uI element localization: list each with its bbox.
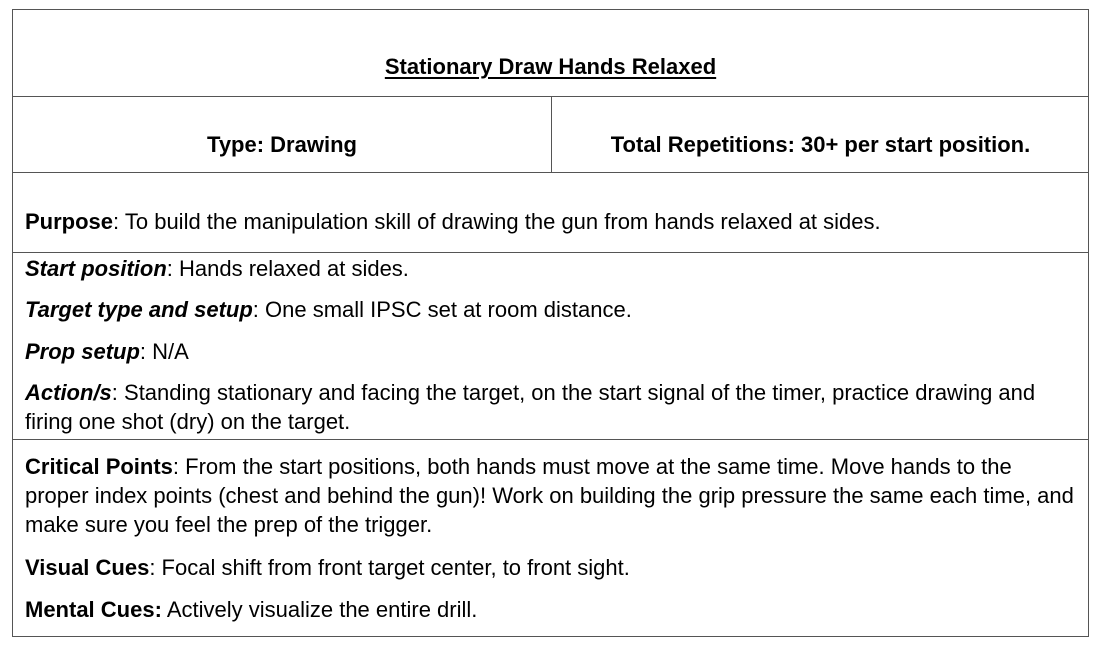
purpose-text: : To build the manipulation skill of drawing the gun from hands relaxed at sides. <box>113 209 881 234</box>
visual-cues-text: : Focal shift from front target center, to front sight. <box>149 555 630 580</box>
drill-title <box>13 54 1088 80</box>
actions-text: : Standing stationary and facing the target, on the start signal of the timer, practice drawing and firing one shot (dry) on the target. <box>25 380 1036 434</box>
critical-points-line <box>25 452 1074 539</box>
visual-cues-line <box>25 553 1074 582</box>
visual-cues-label: Visual Cues <box>25 555 150 580</box>
target-setup-label: Target type and setup <box>25 297 253 322</box>
purpose-row <box>13 173 1088 253</box>
critical-points-text: : From the start positions, both hands must move at the same time. Move hands to the proper index points (chest and behind the gun)! Work on building the grip pressure the same each time, and make sure you feel the prep of the trigger. <box>25 454 1074 537</box>
cues-row <box>13 440 1088 637</box>
actions-label: Action/s <box>25 380 112 405</box>
drill-title-text: Stationary Draw Hands Relaxed <box>384 54 717 79</box>
critical-points-label: Critical Points <box>25 454 173 479</box>
purpose-line <box>25 207 1074 236</box>
drill-sheet <box>12 9 1089 637</box>
prop-setup-text: : N/A <box>139 339 189 364</box>
actions-line <box>25 378 1074 436</box>
mental-cues-text: Actively visualize the entire drill. <box>161 597 478 622</box>
mental-cues-label: Mental Cues: <box>25 597 162 622</box>
start-position-text: : Hands relaxed at sides. <box>166 256 409 281</box>
type-row <box>13 97 1088 173</box>
title-row <box>13 10 1088 97</box>
start-position-label: Start position <box>25 256 167 281</box>
type-cell <box>13 97 552 172</box>
target-setup-line <box>25 295 1074 324</box>
prop-setup-label: Prop setup <box>25 339 140 364</box>
repetitions-cell <box>552 97 1089 172</box>
mental-cues-line <box>25 595 1074 624</box>
target-setup-text: : One small IPSC set at room distance. <box>252 297 632 322</box>
prop-setup-line <box>25 337 1074 366</box>
start-position-line <box>25 254 1074 283</box>
setup-row <box>13 253 1088 440</box>
total-repetitions: Total Repetitions: 30+ per start position. <box>610 132 1031 157</box>
drill-type: Type: Drawing <box>207 132 357 157</box>
purpose-label: Purpose <box>25 209 114 234</box>
